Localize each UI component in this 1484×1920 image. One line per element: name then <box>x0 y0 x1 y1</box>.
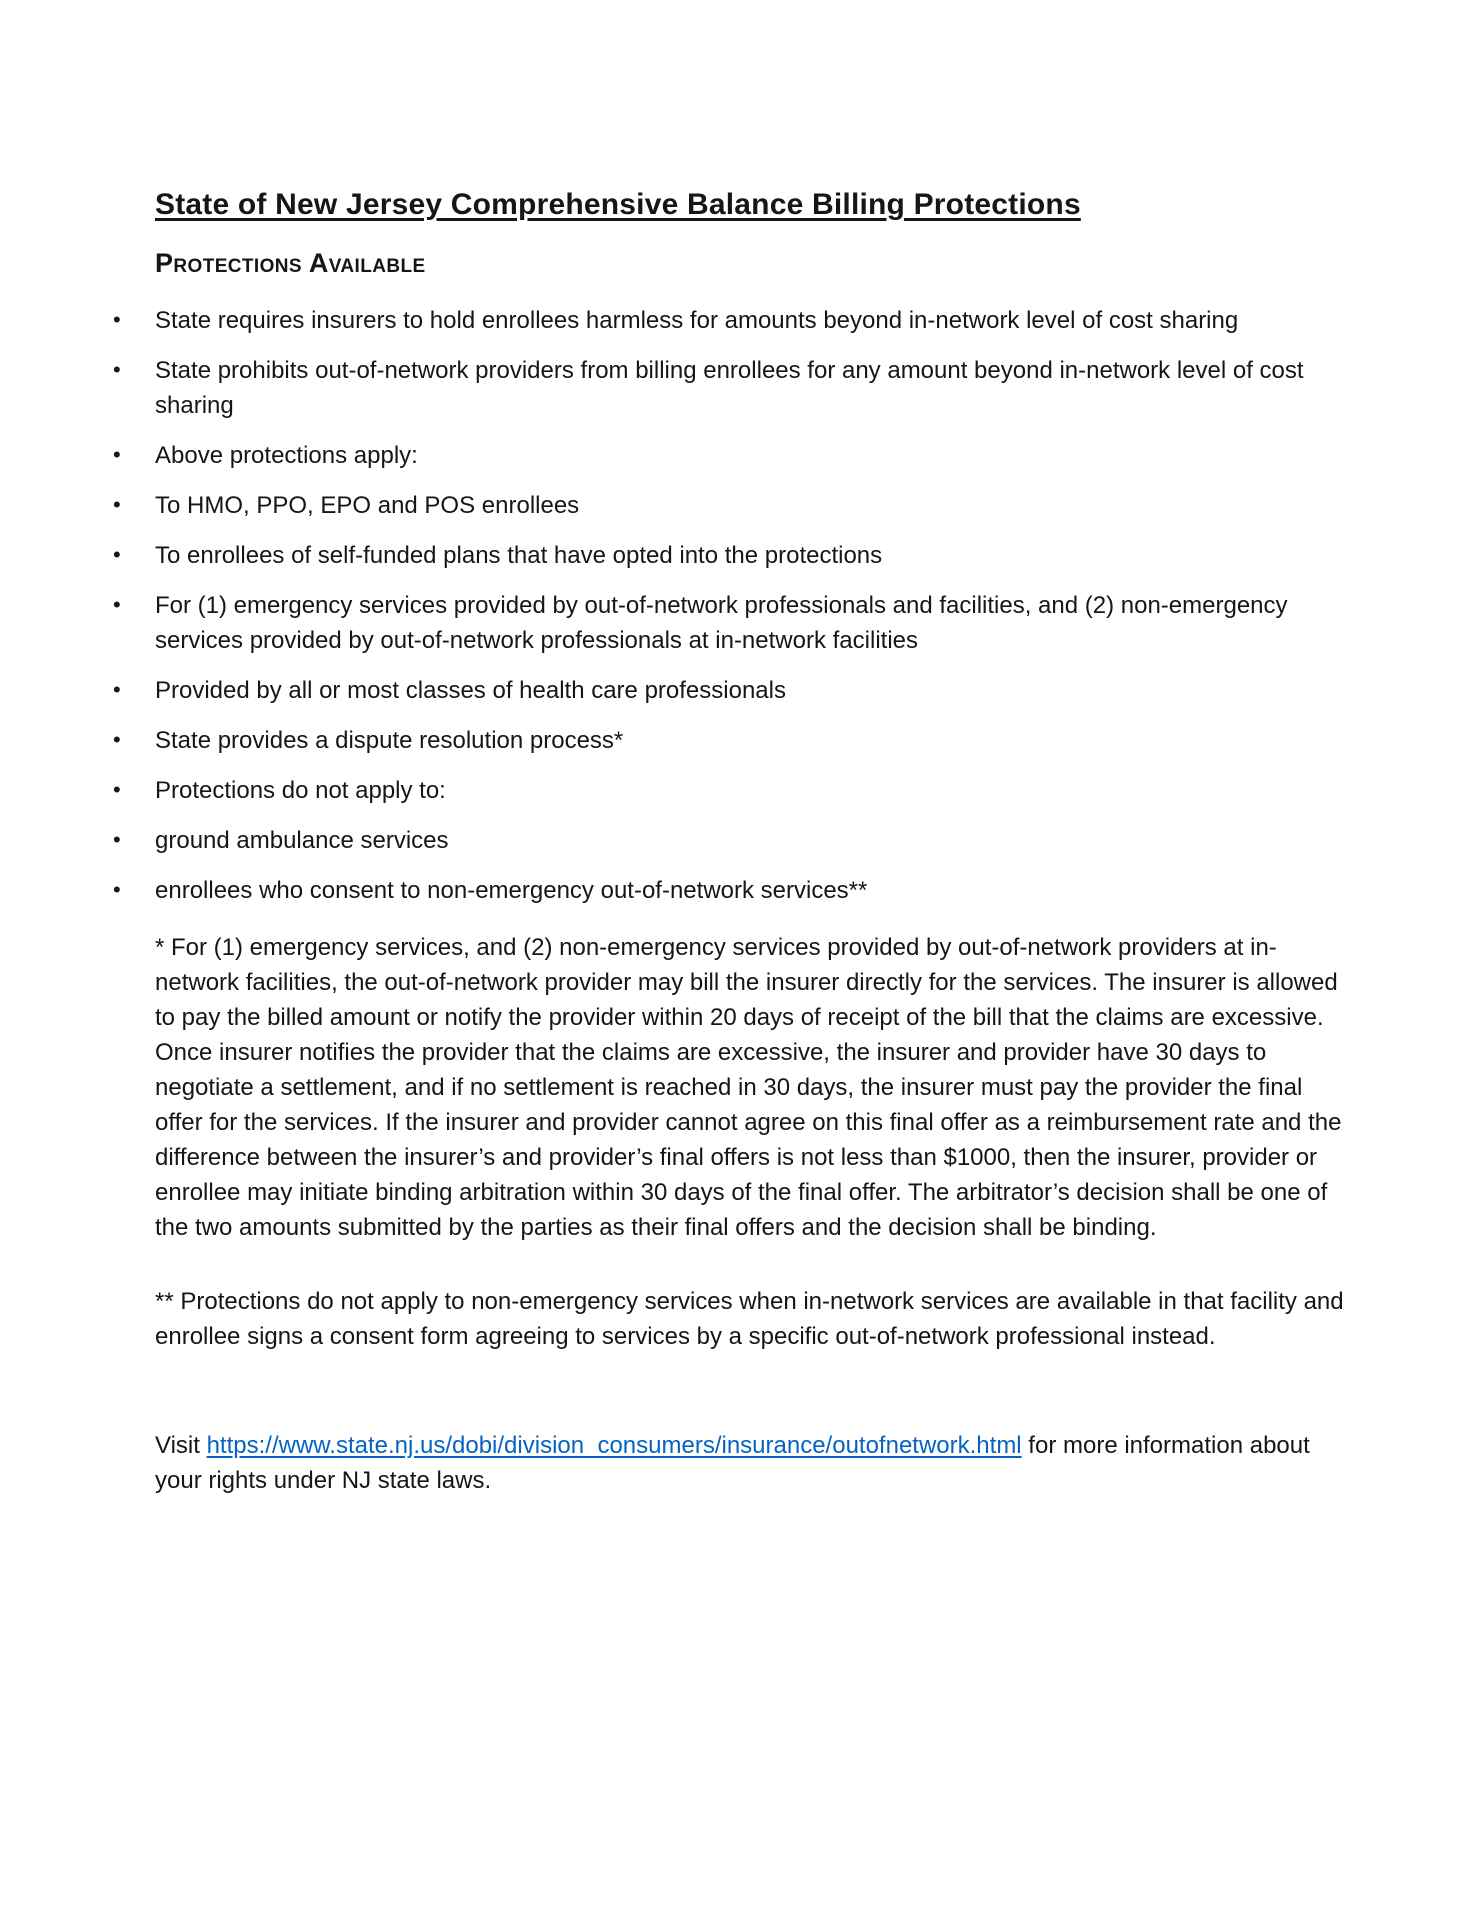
list-item <box>113 538 1351 573</box>
bullet-icon: • <box>113 677 121 702</box>
document-content <box>113 186 1351 1498</box>
list-item-text: enrollees who consent to non-emergency out-of-network services** <box>155 877 868 904</box>
visit-prefix-text: Visit <box>155 1432 207 1459</box>
section-heading: Protections Available <box>155 248 426 278</box>
list-item-text: State prohibits out-of-network providers from billing enrollees for any amount beyond in-network level of cost sharing <box>155 357 1304 419</box>
bullet-icon: • <box>113 442 121 467</box>
footnote-single-asterisk: * For (1) emergency services, and (2) non-emergency services provided by out-of-network providers at in-network facilities, the out-of-network provider may bill the insurer directly for the services. The insurer is allowed to pay the billed amount or notify the provider within 20 days of receipt of the bill that the claims are excessive. Once insurer notifies the provider that the claims are excessive, the insurer and provider have 30 days to negotiate a settlement, and if no settlement is reached in 30 days, the insurer must pay the provider the final offer for the services. If the insurer and provider cannot agree on this final offer as a reimbursement rate and the difference between the insurer’s and provider’s final offers is not less than $1000, then the insurer, provider or enrollee may initiate binding arbitration within 30 days of the final offer. The arbitrator’s decision shall be one of the two amounts submitted by the parties as their final offers and the decision shall be binding. <box>155 934 1342 1241</box>
list-item-text: Provided by all or most classes of health care professionals <box>155 677 786 704</box>
bullet-icon: • <box>113 777 121 802</box>
bullet-icon: • <box>113 307 121 332</box>
bullet-icon: • <box>113 592 121 617</box>
list-item <box>113 773 1351 808</box>
bullet-icon: • <box>113 877 121 902</box>
document-title: State of New Jersey Comprehensive Balance Billing Protections <box>155 188 1081 221</box>
visit-suffix-text: for more information about your rights under NJ state laws. <box>155 1432 1310 1494</box>
bullet-icon: • <box>113 542 121 567</box>
list-item <box>113 723 1351 758</box>
list-item <box>113 488 1351 523</box>
list-item <box>113 873 1351 908</box>
bullet-icon: • <box>113 727 121 752</box>
list-item-text: ground ambulance services <box>155 827 449 854</box>
protections-list <box>113 303 1351 908</box>
list-item-text: Above protections apply: <box>155 442 418 469</box>
bullet-icon: • <box>113 492 121 517</box>
list-item-text: State requires insurers to hold enrollees harmless for amounts beyond in-network level of cost sharing <box>155 307 1239 334</box>
list-item <box>113 303 1351 338</box>
outofnetwork-link[interactable]: https://www.state.nj.us/dobi/division_consumers/insurance/outofnetwork.html <box>206 1432 1022 1459</box>
list-item-text: Protections do not apply to: <box>155 777 446 804</box>
list-item <box>113 588 1351 658</box>
bullet-icon: • <box>113 357 121 382</box>
list-item-text: For (1) emergency services provided by out-of-network professionals and facilities, and (2) non-emergency services provided by out-of-network professionals at in-network facilities <box>155 592 1288 654</box>
list-item <box>113 673 1351 708</box>
list-item <box>113 353 1351 423</box>
list-item <box>113 823 1351 858</box>
list-item-text: To enrollees of self-funded plans that have opted into the protections <box>155 542 883 569</box>
list-item-text: To HMO, PPO, EPO and POS enrollees <box>155 492 580 519</box>
list-item <box>113 438 1351 473</box>
visit-paragraph <box>155 1428 1351 1498</box>
bullet-icon: • <box>113 827 121 852</box>
list-item-text: State provides a dispute resolution process* <box>155 727 624 754</box>
footnote-double-asterisk: ** Protections do not apply to non-emergency services when in-network services are available in that facility and enrollee signs a consent form agreeing to services by a specific out-of-network professional instead. <box>155 1288 1344 1350</box>
